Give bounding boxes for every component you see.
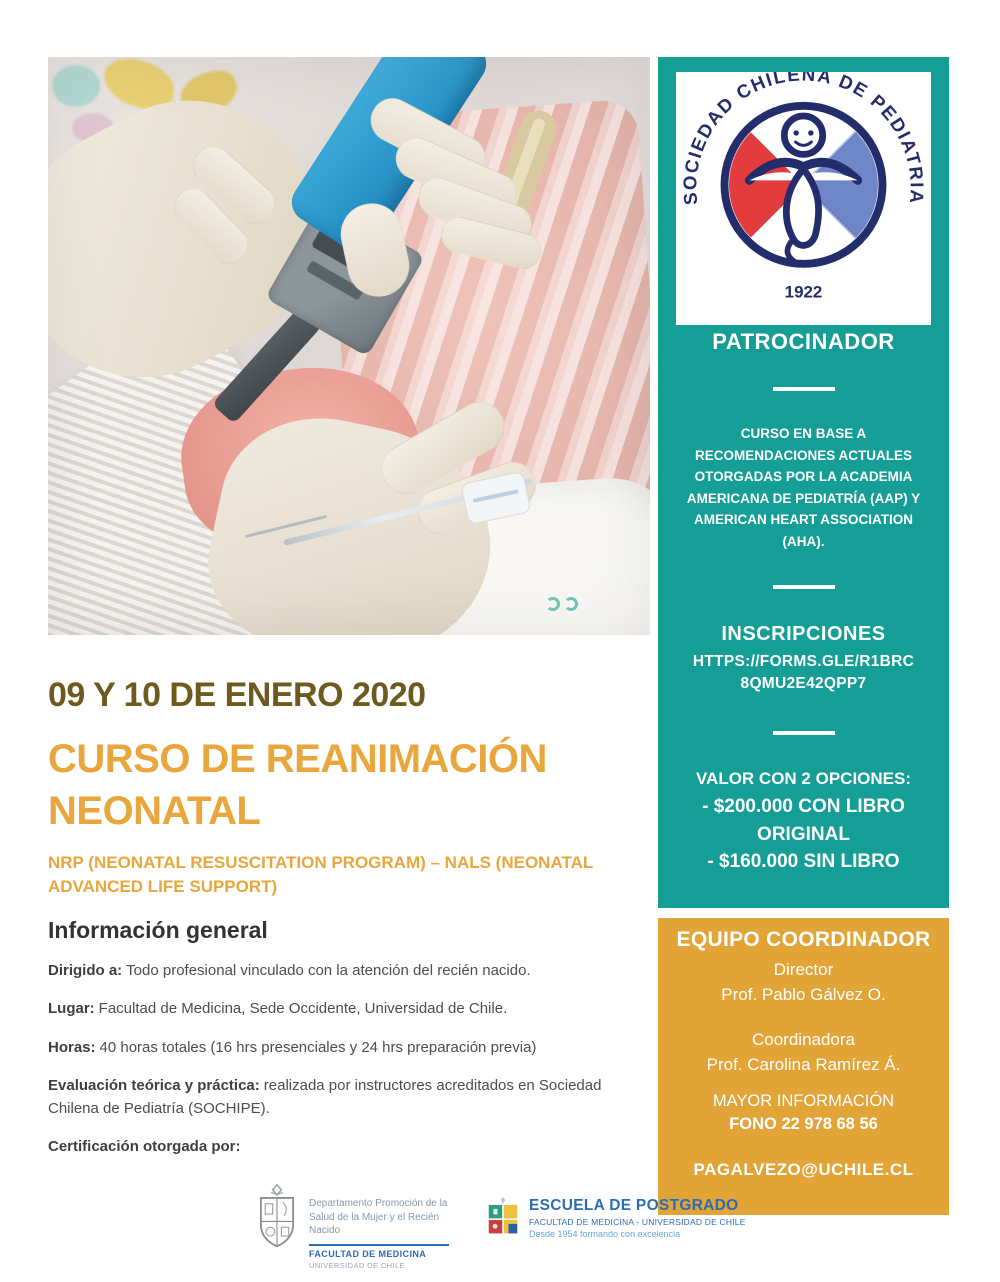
- pricing-heading: VALOR CON 2 OPCIONES:: [695, 769, 912, 788]
- main-text-column: [48, 676, 656, 1159]
- coordinator-block: [658, 1028, 949, 1077]
- uchile-medicine-crest-icon: [255, 1183, 299, 1251]
- fabric-print-squiggle: [546, 597, 616, 623]
- toy-pattern-shape: [52, 65, 100, 107]
- postgrado-logo-icon: [487, 1197, 519, 1235]
- pricing-option: - $200.000 CON LIBRO ORIGINAL: [702, 796, 905, 845]
- divider-line: [773, 387, 835, 391]
- university-label: UNIVERSIDAD DE CHILE: [309, 1260, 405, 1270]
- detail-label: Lugar:: [48, 1000, 95, 1018]
- contact-email-link[interactable]: PAGALVEZO@UCHILE.CL: [693, 1160, 914, 1179]
- detail-dirigido: [48, 960, 656, 983]
- coordination-heading: EQUIPO COORDINADOR: [676, 928, 931, 951]
- postgrado-subtitle: FACULTAD DE MEDICINA - UNIVERSIDAD DE CHILE: [529, 1217, 746, 1227]
- inscriptions-url-link[interactable]: HTTPS://FORMS.GLE/R1BRC 8QMU2E42QPP7: [692, 653, 915, 693]
- department-name-line: Departamento Promoción de la: [309, 1198, 448, 1209]
- postgrado-logo-block: [487, 1197, 746, 1239]
- detail-evaluacion: [48, 1075, 656, 1120]
- detail-text: 40 horas totales (16 hrs presenciales y 24 hrs preparación previa): [99, 1038, 537, 1056]
- pricing-options: [672, 793, 935, 876]
- detail-text: realizada por instructores acreditados en Sociedad Chilena de Pediatría (SOCHIPE).: [48, 1077, 602, 1117]
- detail-lugar: [48, 998, 656, 1021]
- detail-text: Facultad de Medicina, Sede Occidente, Universidad de Chile.: [98, 1000, 508, 1018]
- detail-label: Horas:: [48, 1038, 96, 1056]
- postgrado-logo-text: [529, 1197, 746, 1239]
- sochipe-logo-arc-text: SOCIEDAD CHILENA DE PEDIATRIA: [679, 72, 928, 206]
- postgrado-tagline: Desde 1954 formando con excelencia: [529, 1229, 681, 1239]
- coordination-panel: [658, 918, 949, 1215]
- divider-line: [773, 585, 835, 589]
- director-block: [658, 958, 949, 1007]
- detail-label: Evaluación teórica y práctica:: [48, 1077, 260, 1095]
- more-info-block: [658, 1090, 949, 1136]
- pricing-option: - $160.000 SIN LIBRO: [707, 851, 900, 873]
- sochipe-logo-box: [676, 72, 931, 325]
- role-title: Coordinadora: [751, 1030, 855, 1049]
- faculty-label: FACULTAD DE MEDICINA: [309, 1248, 427, 1259]
- general-info-heading: Información general: [48, 916, 268, 943]
- phone-number: FONO 22 978 68 56: [729, 1115, 878, 1134]
- more-info-heading: MAYOR INFORMACIÓN: [712, 1092, 895, 1110]
- course-basis-text: CURSO EN BASE A RECOMENDACIONES ACTUALES OTORGADAS POR LA ACADEMIA AMERICANA DE PEDIATRÍA (AAP) Y AMERICAN HEART ASSOCIATION (AHA).: [686, 426, 921, 549]
- divider-line: [309, 1244, 449, 1246]
- detail-text: Todo profesional vinculado con la atención del recién nacido.: [126, 961, 531, 979]
- detail-label: Certificación otorgada por:: [48, 1138, 241, 1156]
- role-name: Prof. Carolina Ramírez Á.: [706, 1054, 901, 1074]
- course-subtitle: NRP (NEONATAL RESUSCITATION PROGRAM) – NALS (NEONATAL ADVANCED LIFE SUPPORT): [48, 853, 594, 896]
- detail-horas: [48, 1037, 656, 1060]
- course-photo: [48, 57, 650, 635]
- course-title: CURSO DE REANIMACIÓN NEONATAL: [48, 737, 547, 833]
- certifying-logos-row: [255, 1183, 746, 1270]
- role-name: Prof. Pablo Gálvez O.: [721, 984, 886, 1004]
- role-title: Director: [773, 960, 834, 979]
- patrocinador-label: PATROCINADOR: [712, 329, 895, 354]
- detail-label: Dirigido a:: [48, 961, 123, 979]
- sponsor-panel: [658, 57, 949, 908]
- inscriptions-heading: INSCRIPCIONES: [721, 623, 886, 645]
- sochipe-logo-year: 1922: [784, 282, 823, 302]
- department-name-line: Salud de la Mujer y el Recién Nacido: [309, 1211, 440, 1236]
- postgrado-title: ESCUELA DE POSTGRADO: [529, 1197, 739, 1214]
- divider-line: [773, 731, 835, 735]
- course-date: 09 Y 10 DE ENERO 2020: [48, 676, 426, 714]
- sochipe-logo-icon: [676, 72, 931, 309]
- detail-certificacion: [48, 1136, 656, 1159]
- department-logo-text: [309, 1197, 457, 1270]
